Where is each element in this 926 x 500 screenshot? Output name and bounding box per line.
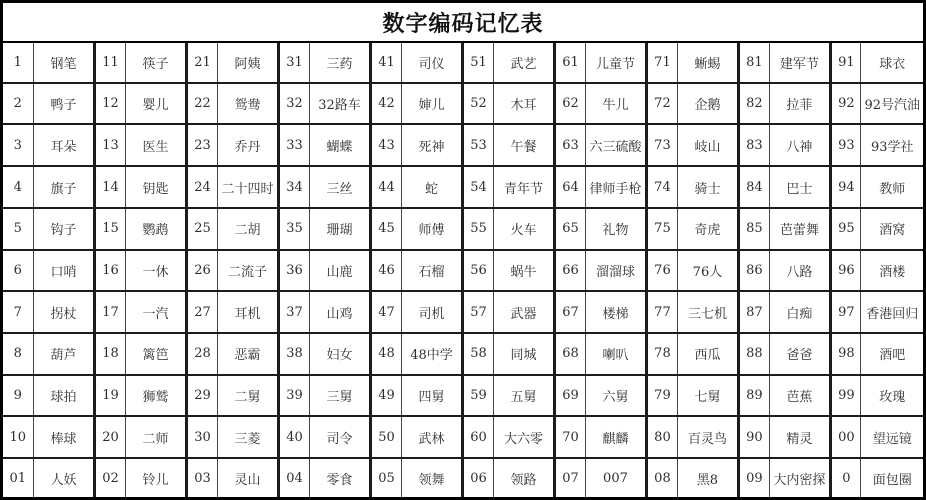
word-cell: 望远镜	[861, 416, 923, 458]
word-cell: 婴儿	[125, 83, 187, 125]
word-cell: 零食	[309, 458, 371, 498]
word-cell: 司令	[309, 416, 371, 458]
number-cell: 67	[555, 291, 585, 333]
page-title: 数字编码记忆表	[3, 3, 923, 43]
word-cell: 武器	[493, 291, 555, 333]
table-row	[3, 124, 923, 166]
word-cell: 同城	[493, 333, 555, 375]
memory-table	[3, 43, 923, 498]
word-cell: 巴士	[769, 166, 831, 208]
number-cell: 12	[95, 83, 125, 125]
word-cell: 鸭子	[33, 83, 95, 125]
word-cell: 芭蕉	[769, 375, 831, 417]
number-cell: 83	[739, 124, 769, 166]
number-cell: 57	[463, 291, 493, 333]
number-cell: 23	[187, 124, 217, 166]
word-cell: 二流子	[217, 250, 279, 292]
word-cell: 球拍	[33, 375, 95, 417]
word-cell: 五舅	[493, 375, 555, 417]
word-cell: 八路	[769, 250, 831, 292]
word-cell: 律师手枪	[585, 166, 647, 208]
number-cell: 92	[831, 83, 861, 125]
number-cell: 14	[95, 166, 125, 208]
word-cell: 奇虎	[677, 208, 739, 250]
number-cell: 13	[95, 124, 125, 166]
word-cell: 司机	[401, 291, 463, 333]
word-cell: 恶霸	[217, 333, 279, 375]
word-cell: 教师	[861, 166, 923, 208]
number-cell: 22	[187, 83, 217, 125]
number-cell: 58	[463, 333, 493, 375]
number-cell: 77	[647, 291, 677, 333]
word-cell: 93学社	[861, 124, 923, 166]
word-cell: 白痴	[769, 291, 831, 333]
word-cell: 麒麟	[585, 416, 647, 458]
word-cell: 午餐	[493, 124, 555, 166]
word-cell: 人妖	[33, 458, 95, 498]
number-cell: 09	[739, 458, 769, 498]
word-cell: 92号汽油	[861, 83, 923, 125]
number-cell: 3	[3, 124, 33, 166]
number-cell: 53	[463, 124, 493, 166]
number-cell: 63	[555, 124, 585, 166]
word-cell: 三菱	[217, 416, 279, 458]
number-cell: 52	[463, 83, 493, 125]
number-cell: 98	[831, 333, 861, 375]
word-cell: 钥匙	[125, 166, 187, 208]
word-cell: 棒球	[33, 416, 95, 458]
number-cell: 28	[187, 333, 217, 375]
number-cell: 66	[555, 250, 585, 292]
word-cell: 三丝	[309, 166, 371, 208]
word-cell: 蝴蝶	[309, 124, 371, 166]
word-cell: 酒窝	[861, 208, 923, 250]
number-cell: 38	[279, 333, 309, 375]
number-cell: 72	[647, 83, 677, 125]
word-cell: 玫瑰	[861, 375, 923, 417]
word-cell: 七舅	[677, 375, 739, 417]
number-cell: 30	[187, 416, 217, 458]
number-cell: 43	[371, 124, 401, 166]
table-row	[3, 250, 923, 292]
number-cell: 88	[739, 333, 769, 375]
number-cell: 4	[3, 166, 33, 208]
number-cell: 24	[187, 166, 217, 208]
number-cell: 27	[187, 291, 217, 333]
word-cell: 妇女	[309, 333, 371, 375]
word-cell: 蜥蜴	[677, 43, 739, 83]
word-cell: 二师	[125, 416, 187, 458]
word-cell: 蜗牛	[493, 250, 555, 292]
number-cell: 18	[95, 333, 125, 375]
word-cell: 耳机	[217, 291, 279, 333]
word-cell: 建军节	[769, 43, 831, 83]
number-cell: 89	[739, 375, 769, 417]
number-cell: 49	[371, 375, 401, 417]
number-cell: 75	[647, 208, 677, 250]
number-cell: 82	[739, 83, 769, 125]
word-cell: 西瓜	[677, 333, 739, 375]
word-cell: 司仪	[401, 43, 463, 83]
word-cell: 喇叭	[585, 333, 647, 375]
table-row	[3, 83, 923, 125]
number-cell: 90	[739, 416, 769, 458]
number-cell: 99	[831, 375, 861, 417]
number-cell: 59	[463, 375, 493, 417]
number-cell: 42	[371, 83, 401, 125]
word-cell: 楼梯	[585, 291, 647, 333]
number-cell: 69	[555, 375, 585, 417]
word-cell: 青年节	[493, 166, 555, 208]
number-cell: 81	[739, 43, 769, 83]
word-cell: 一汽	[125, 291, 187, 333]
number-cell: 19	[95, 375, 125, 417]
number-cell: 08	[647, 458, 677, 498]
word-cell: 二舅	[217, 375, 279, 417]
memory-table-body	[3, 43, 923, 498]
number-cell: 55	[463, 208, 493, 250]
word-cell: 拉菲	[769, 83, 831, 125]
word-cell: 百灵鸟	[677, 416, 739, 458]
number-cell: 34	[279, 166, 309, 208]
word-cell: 面包圈	[861, 458, 923, 498]
number-cell: 97	[831, 291, 861, 333]
word-cell: 牛儿	[585, 83, 647, 125]
number-cell: 74	[647, 166, 677, 208]
word-cell: 医生	[125, 124, 187, 166]
number-cell: 84	[739, 166, 769, 208]
table-row	[3, 43, 923, 83]
word-cell: 八神	[769, 124, 831, 166]
word-cell: 婶儿	[401, 83, 463, 125]
table-row	[3, 291, 923, 333]
number-cell: 07	[555, 458, 585, 498]
number-cell: 41	[371, 43, 401, 83]
number-cell: 15	[95, 208, 125, 250]
number-cell: 68	[555, 333, 585, 375]
number-cell: 94	[831, 166, 861, 208]
word-cell: 岐山	[677, 124, 739, 166]
word-cell: 精灵	[769, 416, 831, 458]
number-cell: 05	[371, 458, 401, 498]
word-cell: 企鹅	[677, 83, 739, 125]
word-cell: 乔丹	[217, 124, 279, 166]
word-cell: 拐杖	[33, 291, 95, 333]
number-cell: 46	[371, 250, 401, 292]
number-cell: 17	[95, 291, 125, 333]
number-cell: 31	[279, 43, 309, 83]
number-cell: 45	[371, 208, 401, 250]
word-cell: 二十四时	[217, 166, 279, 208]
number-cell: 01	[3, 458, 33, 498]
number-cell: 37	[279, 291, 309, 333]
number-cell: 50	[371, 416, 401, 458]
number-cell: 62	[555, 83, 585, 125]
word-cell: 领舞	[401, 458, 463, 498]
word-cell: 石榴	[401, 250, 463, 292]
word-cell: 76人	[677, 250, 739, 292]
number-cell: 86	[739, 250, 769, 292]
word-cell: 二胡	[217, 208, 279, 250]
word-cell: 一休	[125, 250, 187, 292]
number-cell: 73	[647, 124, 677, 166]
number-cell: 32	[279, 83, 309, 125]
number-cell: 03	[187, 458, 217, 498]
number-cell: 56	[463, 250, 493, 292]
table-row	[3, 375, 923, 417]
word-cell: 篱笆	[125, 333, 187, 375]
number-cell: 78	[647, 333, 677, 375]
number-cell: 47	[371, 291, 401, 333]
number-cell: 21	[187, 43, 217, 83]
word-cell: 狮鹫	[125, 375, 187, 417]
number-cell: 5	[3, 208, 33, 250]
table-row	[3, 416, 923, 458]
number-cell: 54	[463, 166, 493, 208]
number-cell: 7	[3, 291, 33, 333]
number-cell: 51	[463, 43, 493, 83]
table-row	[3, 166, 923, 208]
number-cell: 20	[95, 416, 125, 458]
number-cell: 35	[279, 208, 309, 250]
number-cell: 95	[831, 208, 861, 250]
word-cell: 大六零	[493, 416, 555, 458]
word-cell: 葫芦	[33, 333, 95, 375]
word-cell: 爸爸	[769, 333, 831, 375]
word-cell: 球衣	[861, 43, 923, 83]
word-cell: 芭蕾舞	[769, 208, 831, 250]
number-cell: 04	[279, 458, 309, 498]
word-cell: 48中学	[401, 333, 463, 375]
number-cell: 85	[739, 208, 769, 250]
word-cell: 领路	[493, 458, 555, 498]
word-cell: 黑8	[677, 458, 739, 498]
number-cell: 6	[3, 250, 33, 292]
number-cell: 40	[279, 416, 309, 458]
word-cell: 四舅	[401, 375, 463, 417]
word-cell: 武林	[401, 416, 463, 458]
word-cell: 酒楼	[861, 250, 923, 292]
word-cell: 木耳	[493, 83, 555, 125]
number-cell: 80	[647, 416, 677, 458]
word-cell: 山鹿	[309, 250, 371, 292]
word-cell: 骑士	[677, 166, 739, 208]
word-cell: 山鸡	[309, 291, 371, 333]
number-cell: 0	[831, 458, 861, 498]
table-row	[3, 458, 923, 498]
word-cell: 香港回归	[861, 291, 923, 333]
number-cell: 44	[371, 166, 401, 208]
word-cell: 钢笔	[33, 43, 95, 83]
number-cell: 25	[187, 208, 217, 250]
word-cell: 三七机	[677, 291, 739, 333]
number-cell: 79	[647, 375, 677, 417]
word-cell: 口哨	[33, 250, 95, 292]
word-cell: 三舅	[309, 375, 371, 417]
word-cell: 火车	[493, 208, 555, 250]
number-cell: 06	[463, 458, 493, 498]
number-cell: 33	[279, 124, 309, 166]
word-cell: 珊瑚	[309, 208, 371, 250]
number-cell: 48	[371, 333, 401, 375]
word-cell: 耳朵	[33, 124, 95, 166]
number-cell: 91	[831, 43, 861, 83]
table-row	[3, 333, 923, 375]
word-cell: 旗子	[33, 166, 95, 208]
word-cell: 六舅	[585, 375, 647, 417]
number-cell: 39	[279, 375, 309, 417]
word-cell: 礼物	[585, 208, 647, 250]
number-cell: 70	[555, 416, 585, 458]
number-cell: 2	[3, 83, 33, 125]
word-cell: 鹦鹉	[125, 208, 187, 250]
word-cell: 阿姨	[217, 43, 279, 83]
word-cell: 溜溜球	[585, 250, 647, 292]
word-cell: 鸳鸯	[217, 83, 279, 125]
word-cell: 铃儿	[125, 458, 187, 498]
number-cell: 96	[831, 250, 861, 292]
word-cell: 大内密探	[769, 458, 831, 498]
number-cell: 29	[187, 375, 217, 417]
number-cell: 36	[279, 250, 309, 292]
number-cell: 02	[95, 458, 125, 498]
word-cell: 师傅	[401, 208, 463, 250]
number-cell: 71	[647, 43, 677, 83]
word-cell: 筷子	[125, 43, 187, 83]
number-cell: 16	[95, 250, 125, 292]
word-cell: 三药	[309, 43, 371, 83]
word-cell: 灵山	[217, 458, 279, 498]
word-cell: 死神	[401, 124, 463, 166]
word-cell: 蛇	[401, 166, 463, 208]
table-row	[3, 208, 923, 250]
number-cell: 11	[95, 43, 125, 83]
number-cell: 61	[555, 43, 585, 83]
word-cell: 32路车	[309, 83, 371, 125]
number-cell: 87	[739, 291, 769, 333]
word-cell: 酒吧	[861, 333, 923, 375]
word-cell: 六三硫酸	[585, 124, 647, 166]
number-cell: 93	[831, 124, 861, 166]
number-cell: 65	[555, 208, 585, 250]
number-cell: 9	[3, 375, 33, 417]
number-cell: 1	[3, 43, 33, 83]
word-cell: 儿童节	[585, 43, 647, 83]
number-cell: 76	[647, 250, 677, 292]
number-cell: 26	[187, 250, 217, 292]
number-cell: 10	[3, 416, 33, 458]
number-cell: 00	[831, 416, 861, 458]
word-cell: 武艺	[493, 43, 555, 83]
word-cell: 钩子	[33, 208, 95, 250]
number-cell: 60	[463, 416, 493, 458]
number-cell: 8	[3, 333, 33, 375]
word-cell: 007	[585, 458, 647, 498]
number-cell: 64	[555, 166, 585, 208]
